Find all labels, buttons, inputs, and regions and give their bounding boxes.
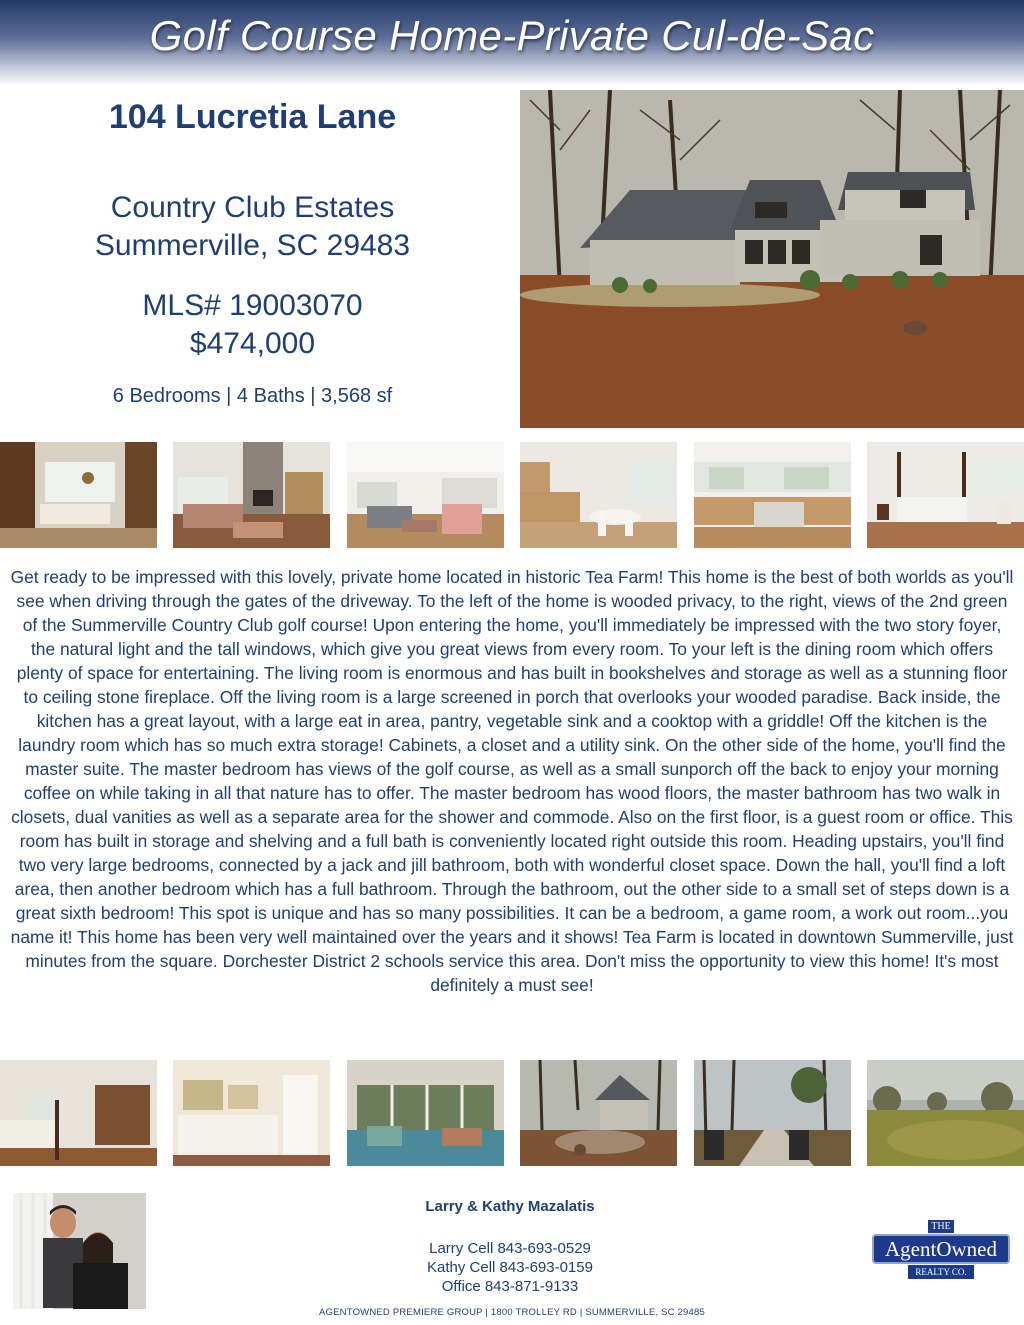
property-mls: MLS# 19003070 — [142, 289, 363, 322]
property-info — [0, 90, 505, 408]
kitchen-eat-in-photo — [520, 442, 677, 548]
logo-realty: REALTY CO. — [908, 1265, 974, 1279]
contact-block — [300, 1198, 720, 1296]
footer-address: AGENTOWNED PREMIERE GROUP | 1800 TROLLEY RD | SUMMERVILLE, SC 29485 — [319, 1307, 705, 1318]
agent-names: Larry & Kathy Mazalatis — [425, 1198, 595, 1215]
photo-strip-bottom — [0, 1060, 1024, 1166]
backyard-patio-photo — [520, 1060, 677, 1166]
title-banner — [0, 0, 1024, 86]
screened-porch-photo — [347, 1060, 504, 1166]
family-room-photo — [347, 442, 504, 548]
agent-photo — [13, 1193, 146, 1309]
bathroom-vanity-photo — [173, 1060, 330, 1166]
property-price: $474,000 — [189, 327, 316, 360]
kathy-phone[interactable]: Kathy Cell 843-693-0159 — [427, 1259, 593, 1276]
kitchen-photo — [694, 442, 851, 548]
photo-strip-top — [0, 442, 1024, 548]
bedroom-photo — [0, 1060, 157, 1166]
property-community: Country Club Estates — [110, 191, 395, 224]
property-specs: 6 Bedrooms | 4 Baths | 3,568 sf — [112, 385, 393, 407]
logo-name: AgentOwned — [872, 1234, 1010, 1264]
agentowned-logo — [872, 1220, 1010, 1284]
property-address: 104 Lucretia Lane — [108, 98, 397, 136]
page-title: Golf Course Home-Private Cul-de-Sac — [149, 12, 875, 59]
golf-course-photo — [867, 1060, 1024, 1166]
house-exterior-photo — [520, 90, 1024, 428]
driveway-photo — [694, 1060, 851, 1166]
dining-room-photo — [0, 442, 157, 548]
living-room-fireplace-photo — [173, 442, 330, 548]
property-description: Get ready to be impressed with this lovely, private home located in historic Tea Farm! This home is the best of both worlds as you'll see when driving through the gates of the driveway. To the left of the home is wooded privacy, to the right, views of the 2nd green of the Summerville Country Club golf course! Upon entering the home, you'll immediately be impressed with the two story foyer, the natural light and the tall windows, which give you great views from every room. To your left is the dining room which offers plenty of space for entertaining. The living room is enormous and has built in bookshelves and storage as well as a stunning floor to ceiling stone fireplace. Off the living room is a large screened in porch that overlooks your wooded paradise. Back inside, the kitchen has a great layout, with a large eat in area, pantry, vegetable sink and a cooktop with a griddle! Off the kitchen is the laundry room which has so much extra storage! Cabinets, a closet and a utility sink. On the other side of the home, you'll find the master suite. The master bedroom has views of the golf course, as well as a small sunporch off the back to enjoy your morning coffee on while taking in all that nature has to offer. The master bedroom has wood floors, the master bathroom has two walk in closets, dual vanities as well as a separate area for the shower and commode. Also on the first floor, is a guest room or office. This room has built in storage and shelving and a full bath is conveniently located right outside this room. Heading upstairs, you'll find two very large bedrooms, connected by a jack and jill bathroom, both with wonderful closet space. Down the hall, you'll find a loft area, then another bedroom which has a full bathroom. Through the bathroom, out the other side to a small set of steps down is a great sixth bedroom! This spot is unique and has so many possibilities. It can be a bedroom, a game room, a work out room...you name it! This home has been very well maintained over the years and it shows! Tea Farm is located in downtown Summerville, just minutes from the square. Dorchester District 2 schools service this area. Don't miss the opportunity to view this home! It's most definitely a must see! — [10, 567, 1014, 995]
master-bedroom-photo — [867, 442, 1024, 548]
logo-the: THE — [928, 1220, 954, 1233]
property-city: Summerville, SC 29483 — [94, 229, 411, 262]
larry-phone[interactable]: Larry Cell 843-693-0529 — [429, 1240, 591, 1257]
office-phone[interactable]: Office 843-871-9133 — [441, 1278, 579, 1295]
